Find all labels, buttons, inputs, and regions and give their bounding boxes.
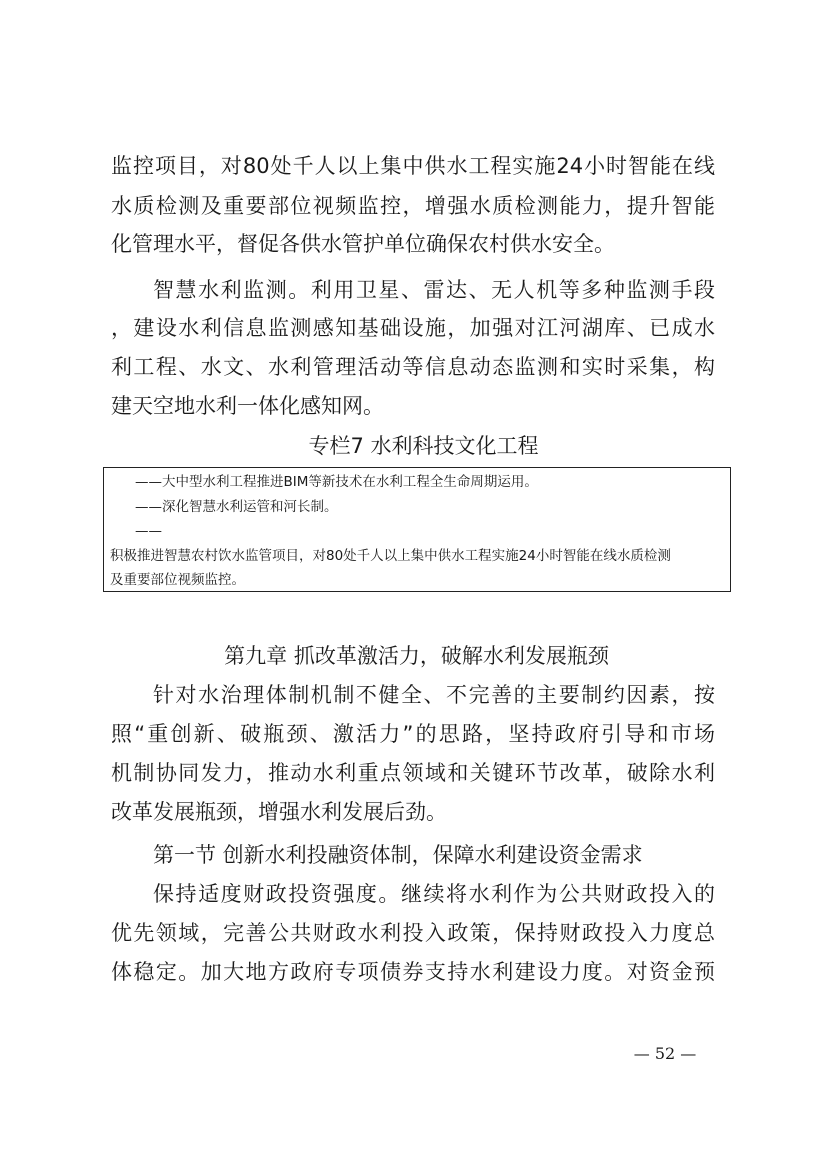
box-text-line: 及重要部位视频监控。 (110, 572, 245, 588)
box-item: ——大中型水利工程推进BIM等新技术在水利工程全生命周期运用。 (135, 474, 538, 490)
text-line: 体稳定。加大地方政府专项债券支持水利建设力度。对资金预 (111, 960, 715, 984)
feature-box (103, 467, 731, 592)
box-title: 专栏7 水利科技文化工程 (308, 434, 539, 458)
text-line: 改革发展瓶颈，增强水利发展后劲。 (111, 800, 447, 824)
text-line: 利工程、水文、水利管理活动等信息动态监测和实时采集，构 (111, 355, 715, 379)
text-line: 照“重创新、破瓶颈、激活力”的思路，坚持政府引导和市场 (111, 722, 715, 746)
box-item: ——深化智慧水利运管和河长制。 (135, 499, 338, 515)
text-line: 智慧水利监测。利用卫星、雷达、无人机等多种监测手段 (153, 278, 715, 302)
text-line: 化管理水平，督促各供水管护单位确保农村供水安全。 (111, 232, 615, 256)
box-text-line: 积极推进智慧农村饮水监管项目，对80处千人以上集中供水工程实施24小时智能在线水质检测 (110, 548, 671, 564)
section-title: 第一节 创新水利投融资体制，保障水利建设资金需求 (153, 843, 643, 867)
text-line: 建天空地水利一体化感知网。 (111, 394, 384, 418)
text-line: 优先领域，完善公共财政水利投入政策，保持财政投入力度总 (111, 921, 715, 945)
page-number: — 52 — (633, 1044, 697, 1063)
text-line: 保持适度财政投资强度。继续将水利作为公共财政投入的 (153, 882, 715, 906)
text-line: 机制协同发力，推动水利重点领域和关键环节改革，破除水利 (111, 761, 715, 785)
text-line: 针对水治理体制机制不健全、不完善的主要制约因素，按 (153, 683, 715, 707)
chapter-title: 第九章 抓改革激活力，破解水利发展瓶颈 (224, 644, 609, 668)
text-line: ，建设水利信息监测感知基础设施，加强对江河湖库、已成水 (111, 316, 715, 340)
text-line: 监控项目，对80处千人以上集中供水工程实施24小时智能在线 (111, 154, 715, 178)
text-line: 水质检测及重要部位视频监控，增强水质检测能力，提升智能 (111, 194, 715, 218)
box-item: —— (135, 523, 162, 539)
